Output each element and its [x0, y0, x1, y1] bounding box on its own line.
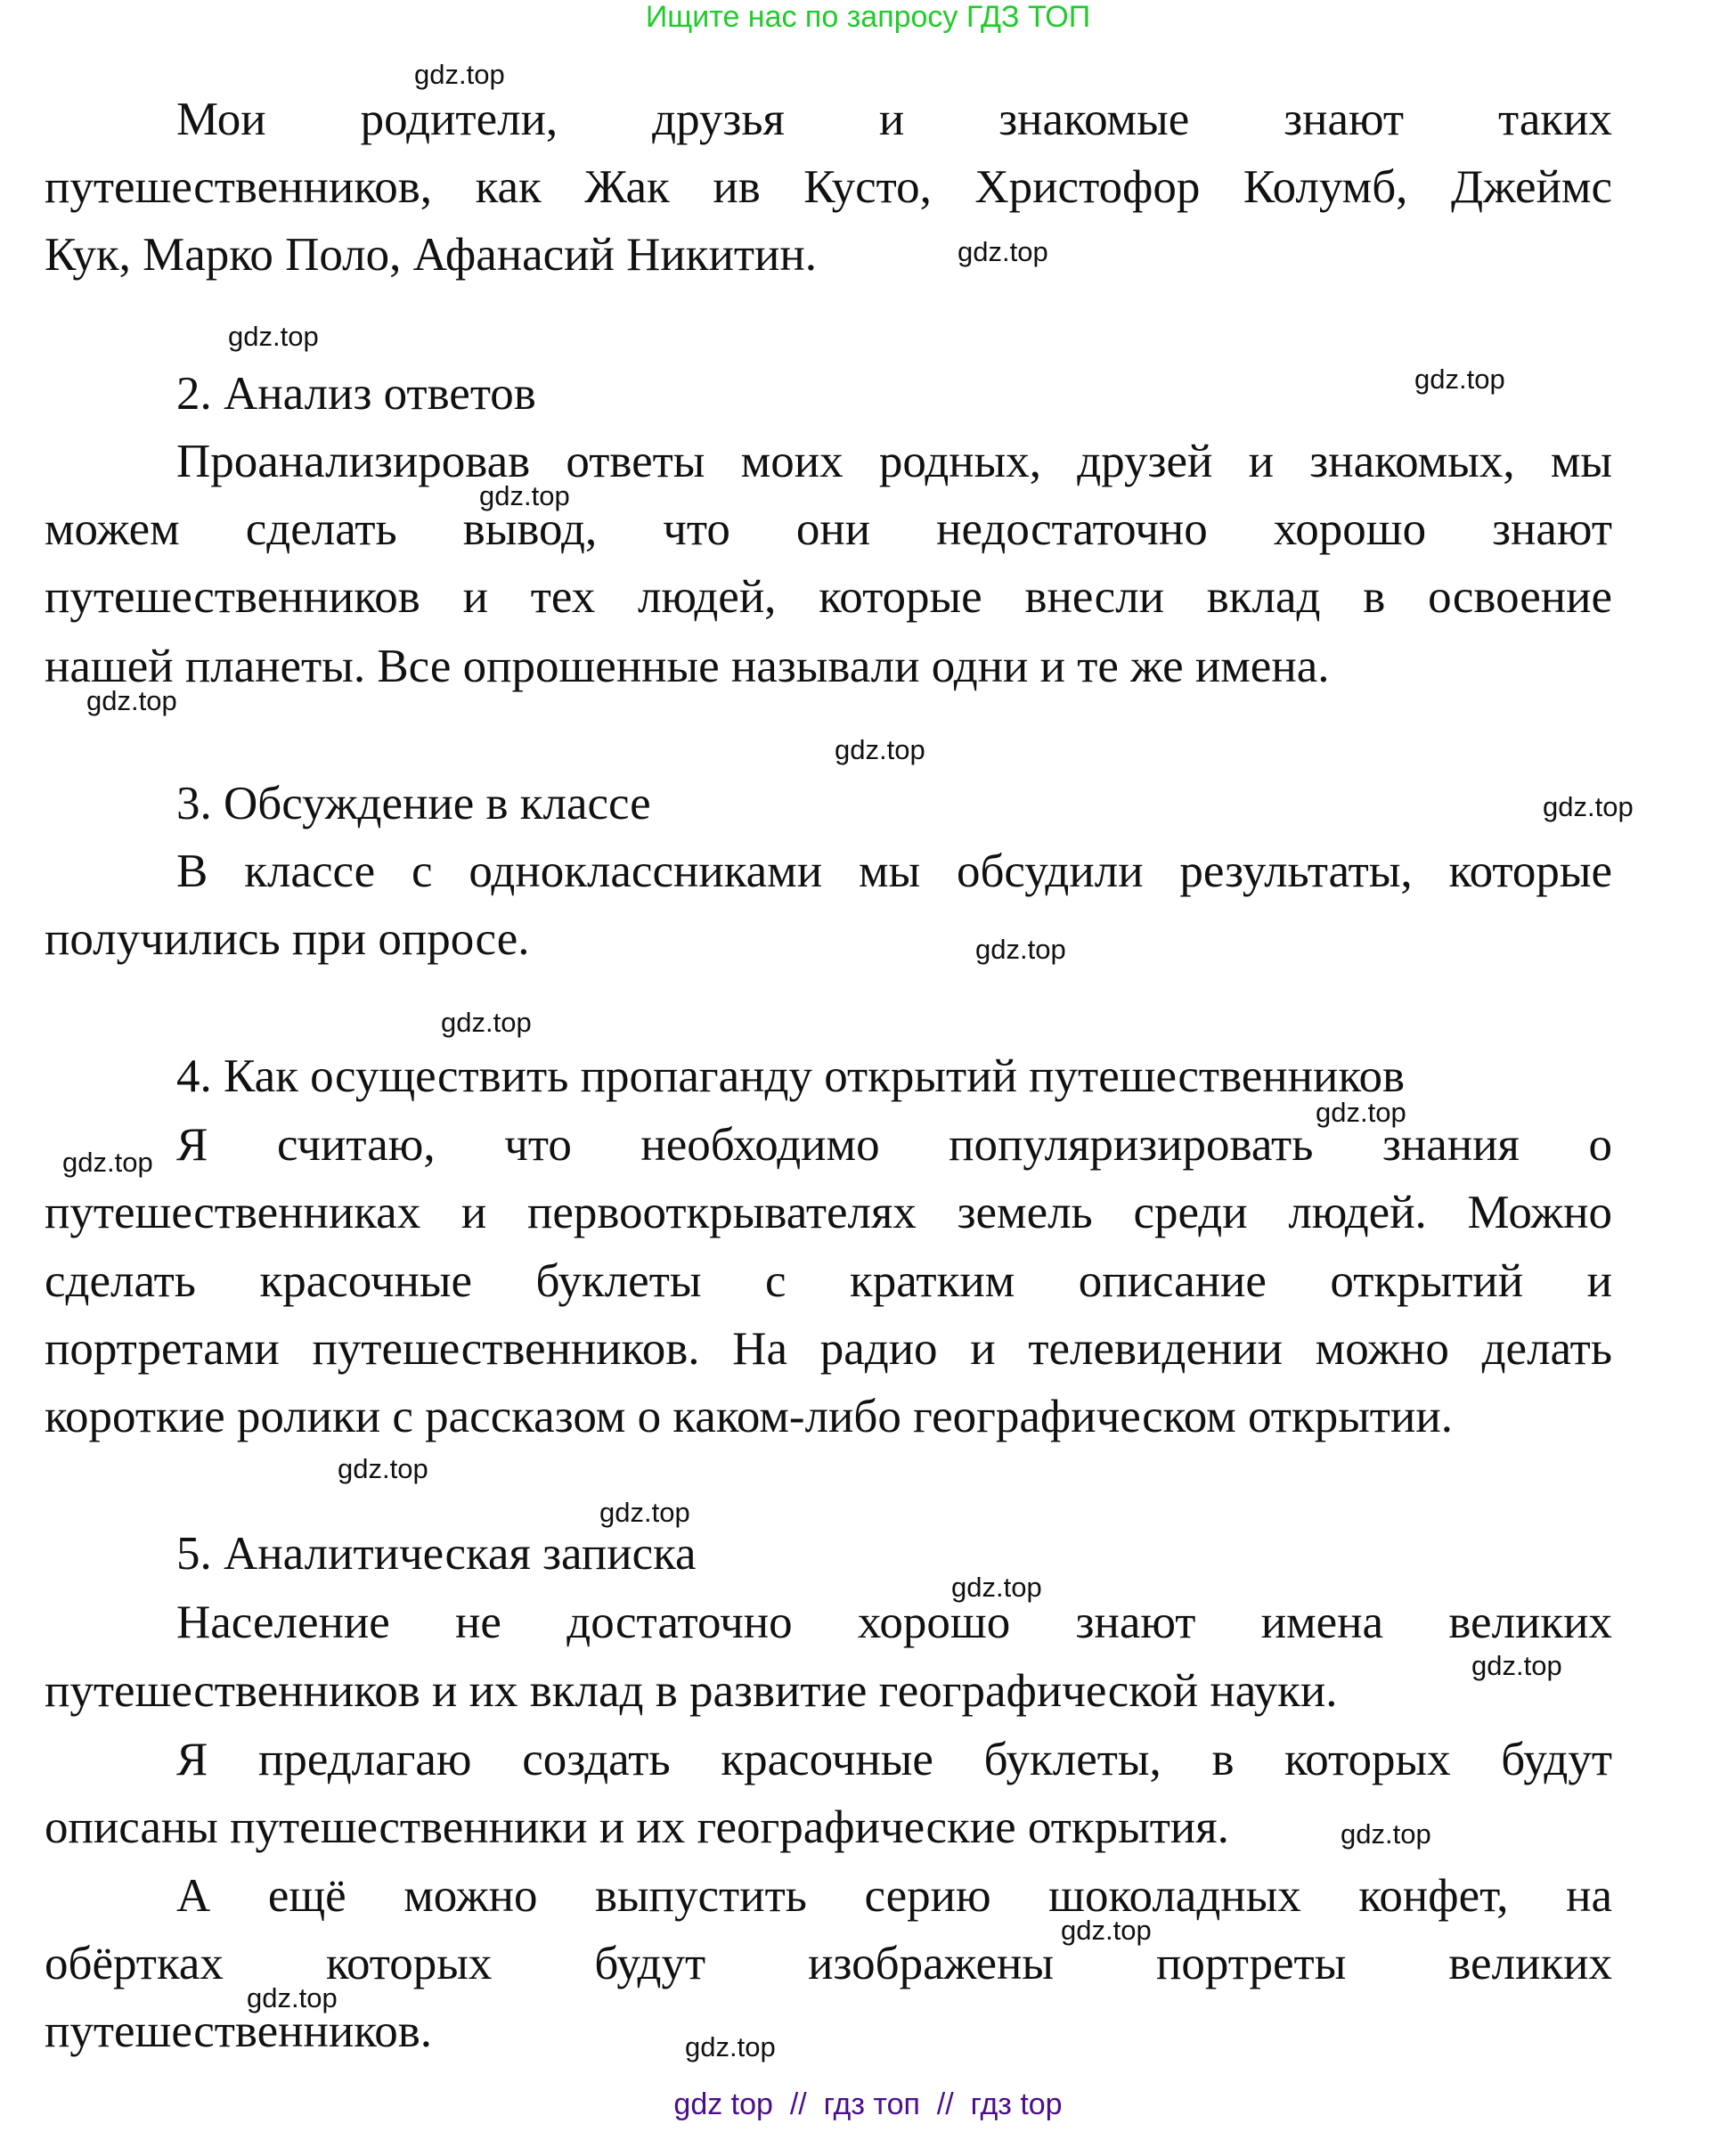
- watermark: gdz.top: [441, 1007, 532, 1038]
- text-line: Кук, Марко Поло, Афанасий Никитин.: [45, 229, 817, 281]
- watermark: gdz.top: [414, 59, 505, 90]
- watermark: gdz.top: [479, 480, 570, 511]
- section-heading: 5. Аналитическая записка: [176, 1528, 697, 1580]
- watermark: gdz.top: [1543, 791, 1634, 822]
- watermark: gdz.top: [951, 1572, 1042, 1603]
- section-heading: 3. Обсуждение в классе: [176, 778, 651, 829]
- watermark: gdz.top: [228, 321, 319, 352]
- text-line: обёртках которых будут изображены портреты великих: [45, 1938, 1612, 1989]
- text-line: Я считаю, что необходимо популяризировать знания о: [176, 1119, 1612, 1171]
- text-line: путешественников и их вклад в развитие географической науки.: [45, 1665, 1338, 1717]
- section-heading: 4. Как осуществить пропаганду открытий путешественников: [176, 1050, 1405, 1102]
- text-line: путешественников.: [45, 2005, 433, 2057]
- watermark: gdz.top: [835, 734, 925, 765]
- footer-links[interactable]: gdz top // гдз топ // гдз top: [673, 2087, 1063, 2121]
- watermark: gdz.top: [1316, 1097, 1406, 1128]
- watermark: gdz.top: [685, 2031, 776, 2062]
- text-line: описаны путешественники и их географические открытия.: [45, 1801, 1229, 1853]
- watermark: gdz.top: [1414, 363, 1505, 395]
- search-banner: Ищите нас по запросу ГДЗ ТОП: [645, 0, 1091, 34]
- watermark: gdz.top: [975, 934, 1066, 965]
- watermark: gdz.top: [1471, 1650, 1562, 1681]
- text-line: портретами путешественников. На радио и телевидении можно делать: [45, 1323, 1612, 1375]
- text-line: Мои родители, друзья и знакомые знают таких: [176, 94, 1612, 145]
- watermark: gdz.top: [247, 1982, 338, 2013]
- text-line: Население не достаточно хорошо знают имена великих: [176, 1597, 1612, 1648]
- watermark: gdz.top: [1061, 1915, 1152, 1946]
- text-line: Я предлагаю создать красочные буклеты, в которых будут: [176, 1734, 1612, 1785]
- watermark: gdz.top: [338, 1453, 428, 1484]
- text-line: А ещё можно выпустить серию шоколадных конфет, на: [176, 1870, 1612, 1922]
- watermark: gdz.top: [1341, 1818, 1431, 1850]
- watermark: gdz.top: [86, 685, 177, 716]
- text-line: получились при опросе.: [45, 913, 530, 965]
- watermark: gdz.top: [958, 236, 1048, 267]
- section-heading: 2. Анализ ответов: [176, 368, 536, 420]
- text-line: Проанализировав ответы моих родных, друзей и знакомых, мы: [176, 436, 1612, 487]
- text-line: путешественников и тех людей, которые внесли вклад в освоение: [45, 571, 1612, 623]
- text-line: путешественниках и первооткрывателях земель среди людей. Можно: [45, 1187, 1612, 1238]
- watermark: gdz.top: [62, 1147, 153, 1178]
- watermark: gdz.top: [599, 1497, 690, 1528]
- text-line: нашей планеты. Все опрошенные называли одни и те же имена.: [45, 641, 1330, 692]
- text-line: короткие ролики с рассказом о каком-либо географическом открытии.: [45, 1391, 1453, 1442]
- text-line: можем сделать вывод, что они недостаточно хорошо знают: [45, 503, 1612, 555]
- text-line: путешественников, как Жак ив Кусто, Христофор Колумб, Джеймс: [45, 161, 1612, 213]
- text-line: В классе с одноклассниками мы обсудили результаты, которые: [176, 845, 1612, 897]
- text-line: сделать красочные буклеты с кратким описание открытий и: [45, 1255, 1612, 1307]
